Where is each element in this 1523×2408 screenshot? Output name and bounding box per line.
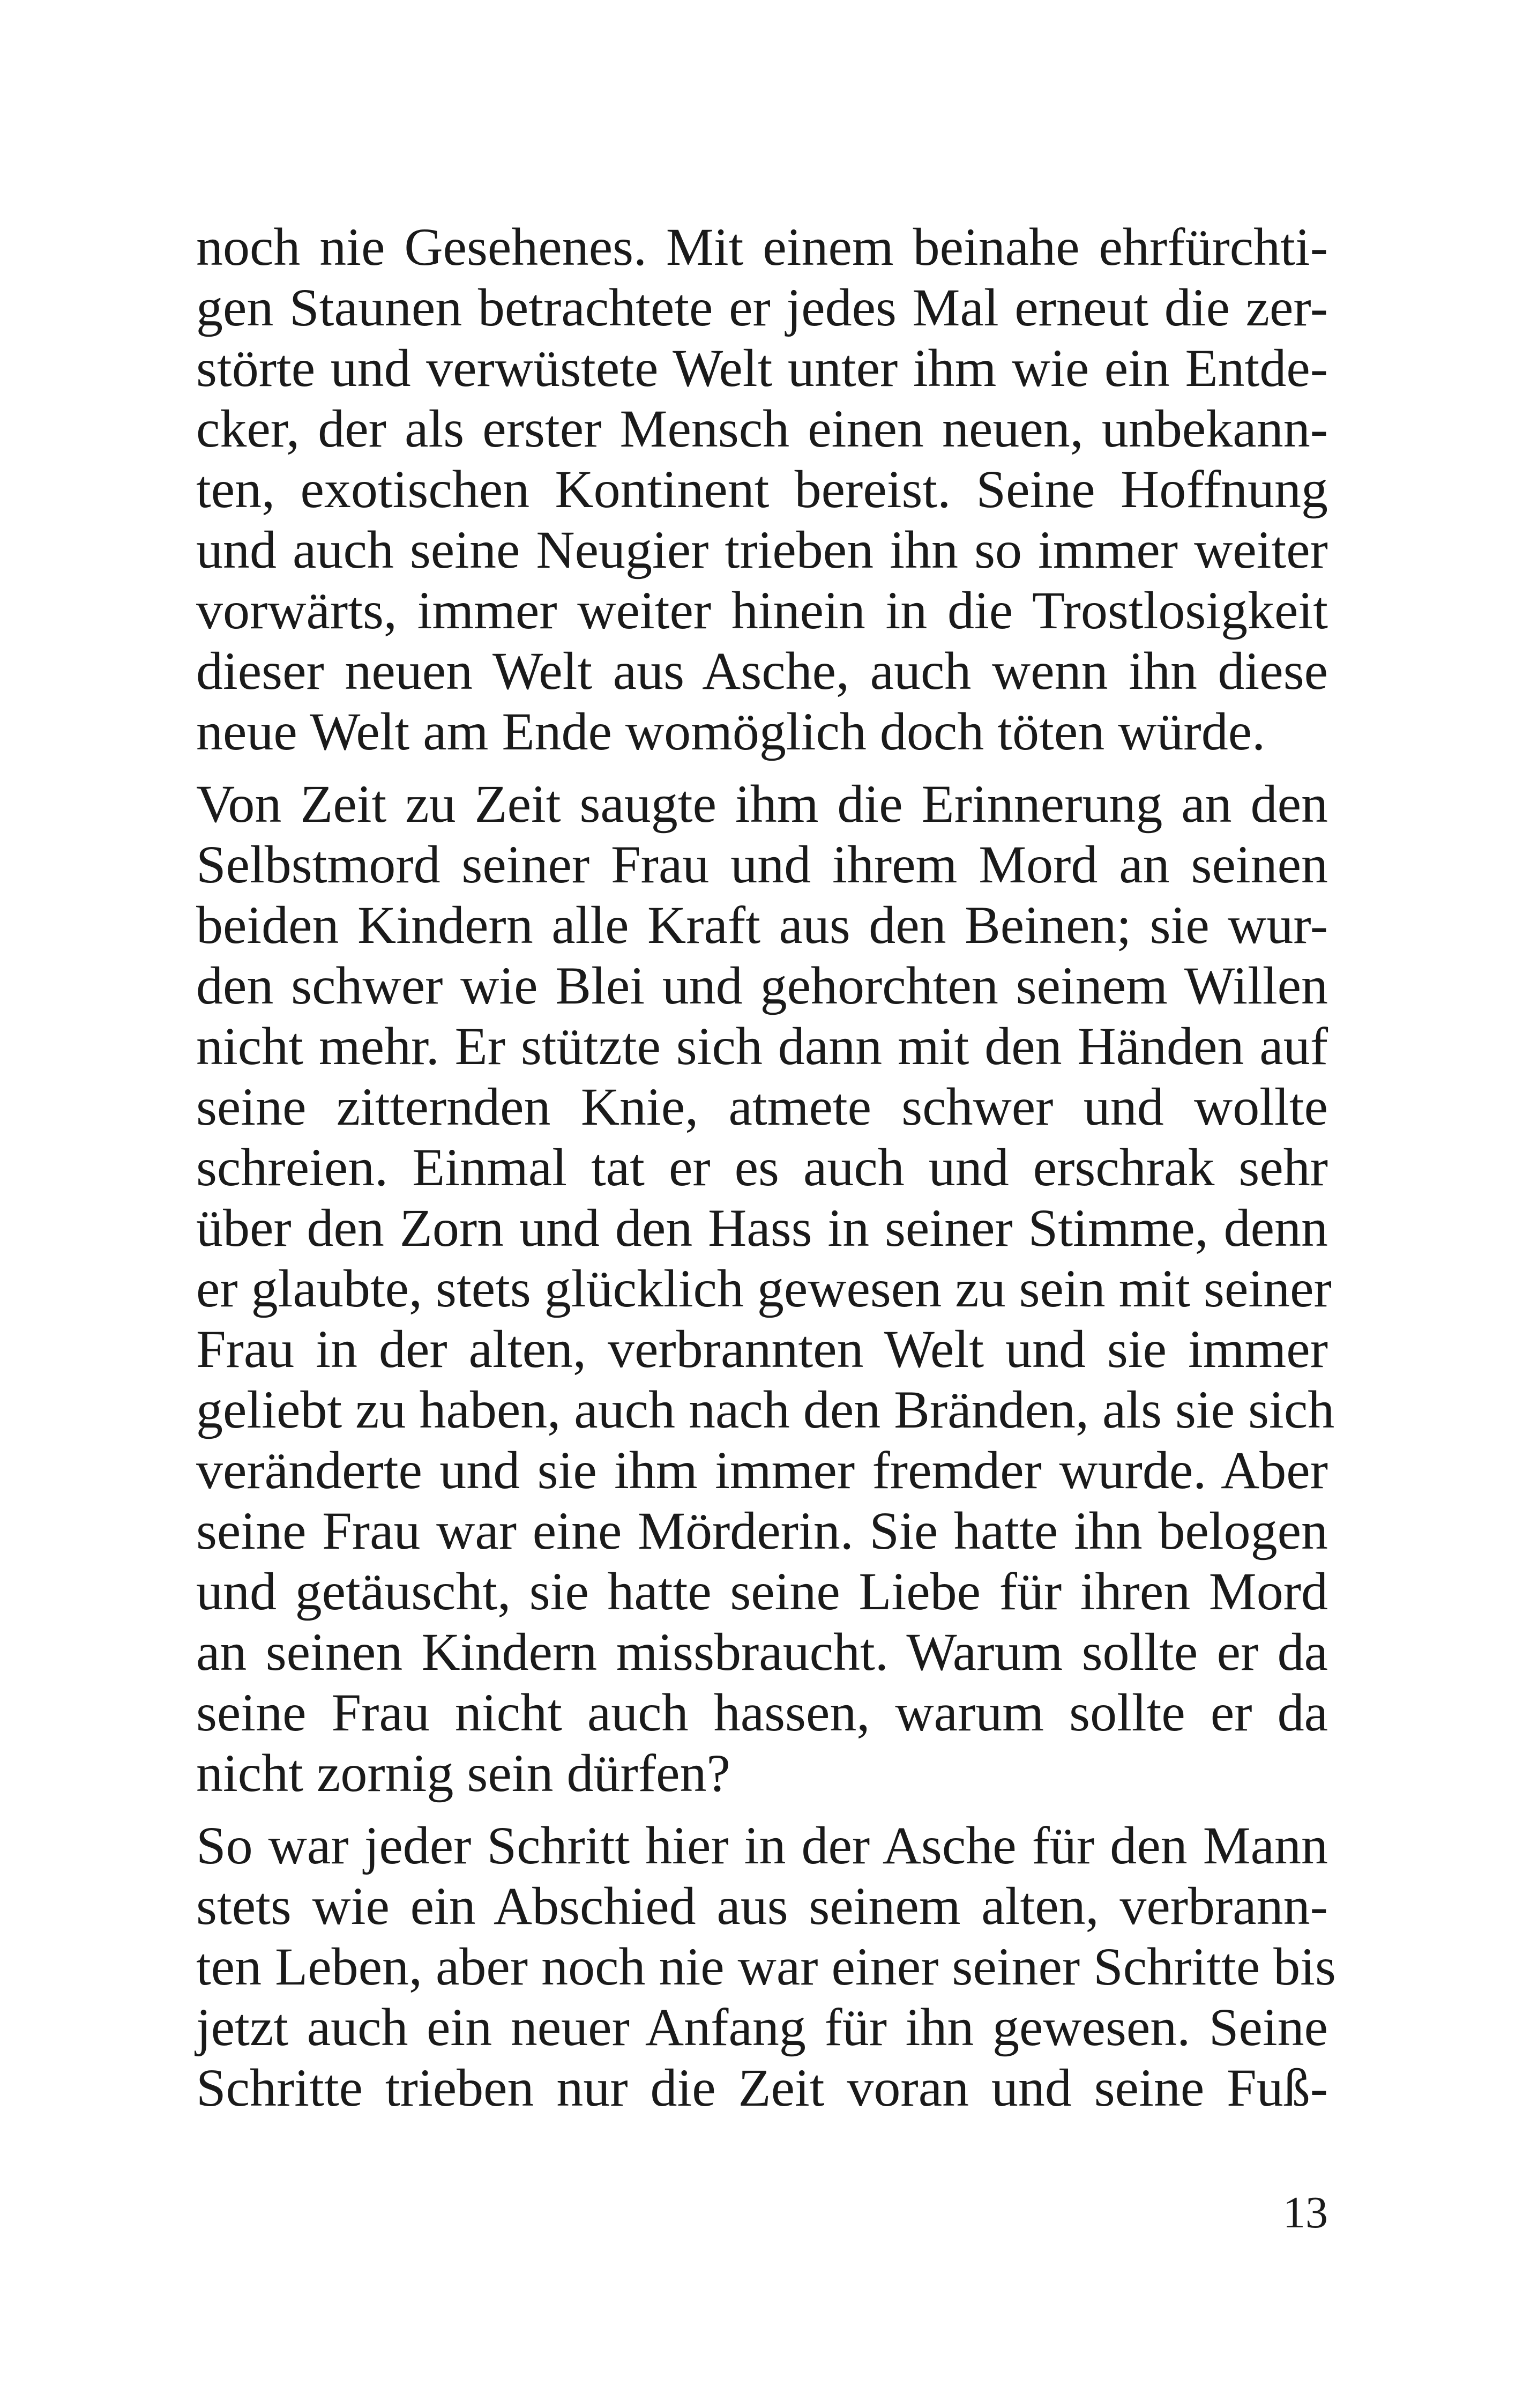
text-line: und getäuscht, sie hatte seine Liebe für ihren Mord xyxy=(196,1562,1328,1621)
text-line: störte und verwüstete Welt unter ihm wie ein Entde- xyxy=(196,338,1328,398)
text-line: ten Leben, aber noch nie war einer seiner Schritte bis xyxy=(196,1937,1336,1996)
text-line: vorwärts, immer weiter hinein in die Trostlosigkeit xyxy=(196,581,1328,640)
text-line: über den Zorn und den Hass in seiner Stimme, denn xyxy=(196,1198,1328,1258)
page-number: 13 xyxy=(1283,2188,1328,2238)
text-line: cker, der als erster Mensch einen neuen, unbekann- xyxy=(196,399,1328,458)
text-line: an seinen Kindern missbraucht. Warum sollte er da xyxy=(196,1622,1328,1682)
text-line: jetzt auch ein neuer Anfang für ihn gewesen. Seine xyxy=(196,1997,1328,2057)
text-line: Von Zeit zu Zeit saugte ihm die Erinnerung an den xyxy=(196,774,1328,834)
text-line: neue Welt am Ende womöglich doch töten würde. xyxy=(196,702,1266,761)
text-line: seine Frau nicht auch hassen, warum sollte er da xyxy=(196,1683,1328,1742)
text-line: seine zitternden Knie, atmete schwer und wollte xyxy=(196,1077,1328,1136)
text-line: den schwer wie Blei und gehorchten seinem Willen xyxy=(196,956,1328,1015)
text-line: geliebt zu haben, auch nach den Bränden, als sie sich xyxy=(196,1380,1335,1439)
text-line: schreien. Einmal tat er es auch und erschrak sehr xyxy=(196,1138,1328,1197)
text-line: beiden Kindern alle Kraft aus den Beinen; sie wur- xyxy=(196,895,1328,955)
text-line: Selbstmord seiner Frau und ihrem Mord an seinen xyxy=(196,835,1328,894)
body-text xyxy=(196,217,1336,2130)
text-line: und auch seine Neugier trieben ihn so immer weiter xyxy=(196,520,1328,579)
text-line: Schritte trieben nur die Zeit voran und seine Fuß- xyxy=(196,2058,1328,2117)
text-line: gen Staunen betrachtete er jedes Mal erneut die zer- xyxy=(196,278,1328,337)
text-line: ten, exotischen Kontinent bereist. Seine Hoffnung xyxy=(196,459,1328,519)
text-line: So war jeder Schritt hier in der Asche für den Mann xyxy=(196,1816,1328,1875)
text-line: nicht mehr. Er stützte sich dann mit den Händen auf xyxy=(196,1016,1328,1076)
text-line: Frau in der alten, verbrannten Welt und sie immer xyxy=(196,1319,1328,1379)
text-line: veränderte und sie ihm immer fremder wurde. Aber xyxy=(196,1440,1328,1500)
text-line: dieser neuen Welt aus Asche, auch wenn ihn diese xyxy=(196,641,1328,701)
text-line: stets wie ein Abschied aus seinem alten, verbrann- xyxy=(196,1876,1328,1936)
paragraph-2 xyxy=(196,774,1335,1803)
text-line: nicht zornig sein dürfen? xyxy=(196,1743,730,1803)
text-line: seine Frau war eine Mörderin. Sie hatte ihn belogen xyxy=(196,1501,1328,1560)
text-line: er glaubte, stets glücklich gewesen zu sein mit seiner xyxy=(196,1259,1332,1318)
text-line: noch nie Gesehenes. Mit einem beinahe ehrfürchti- xyxy=(196,217,1328,277)
paragraph-1 xyxy=(196,217,1328,762)
paragraph-3 xyxy=(196,1815,1336,2118)
